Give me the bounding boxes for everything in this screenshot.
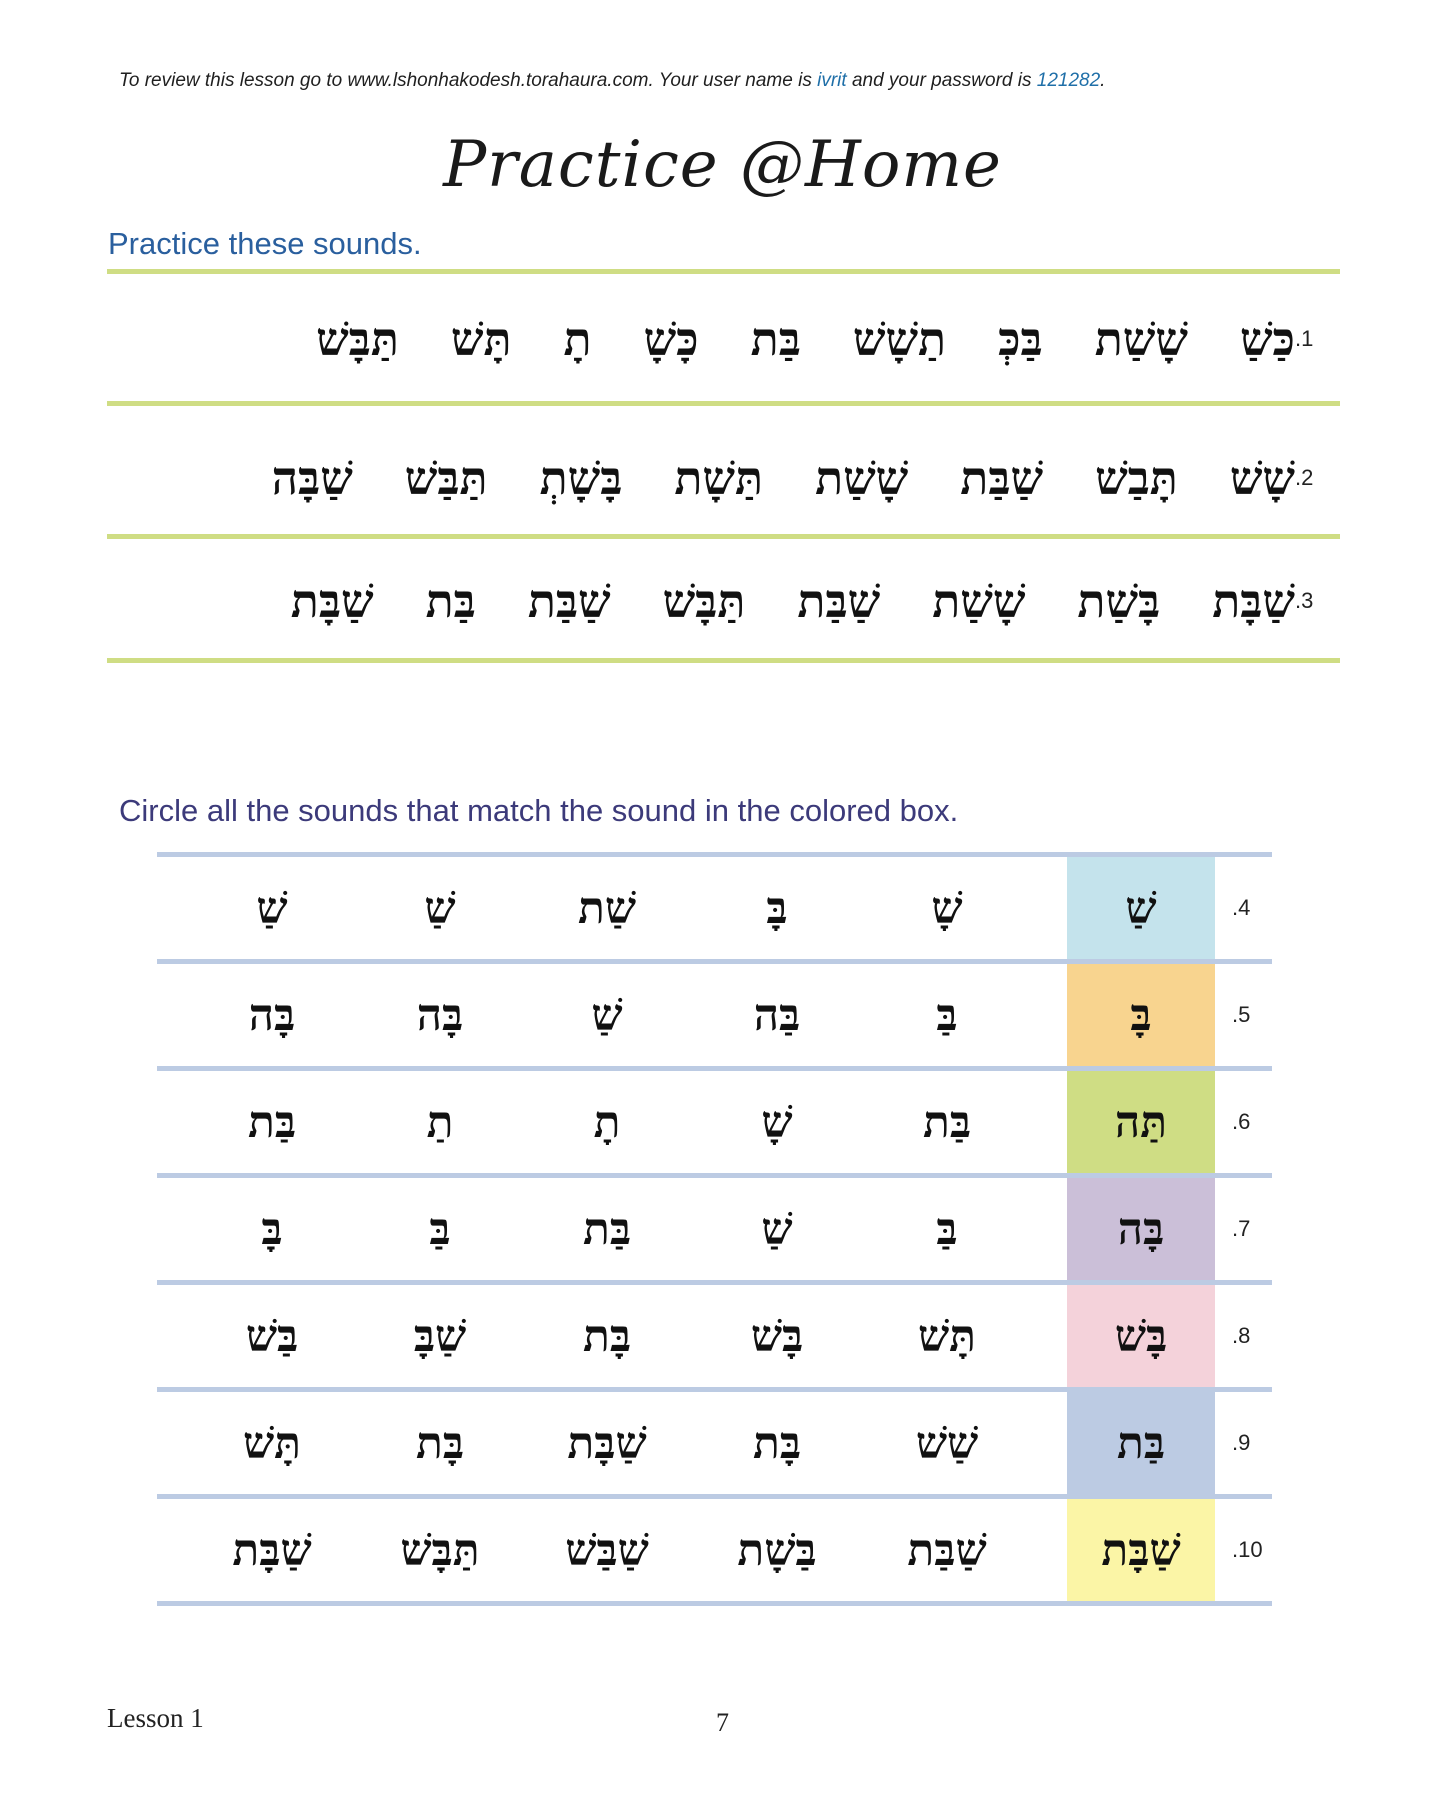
sound-option[interactable]: שַׁ — [591, 989, 623, 1041]
sound-option[interactable]: שַׁ — [424, 882, 456, 934]
practice-word: כַּשַׁ — [1239, 312, 1295, 366]
sound-option[interactable]: בָּת — [752, 1417, 802, 1469]
practice-word: תַּבָּשׁ — [662, 574, 746, 628]
divider — [107, 401, 1340, 406]
practice-word: כָּשָׁ — [643, 312, 699, 366]
row-number: .7 — [1232, 1216, 1251, 1241]
row-number: .5 — [1232, 1002, 1251, 1027]
sound-option[interactable]: תַ — [426, 1096, 454, 1148]
sound-option[interactable]: בָּה — [416, 989, 464, 1041]
sound-option[interactable]: בַּ — [936, 989, 958, 1041]
practice-word: תַּבַּשׁ — [404, 451, 488, 505]
sound-option[interactable]: שַׁבָּת — [567, 1417, 647, 1469]
practice-word: שָׁשַׁת — [1094, 312, 1188, 366]
sound-option[interactable]: בָּת — [582, 1310, 632, 1362]
practice-word: בַּת — [425, 574, 476, 628]
practice-word: בָּשָׁתְ — [539, 451, 623, 505]
practice-word: שָׁשַׁת — [815, 451, 909, 505]
target-sound-box: בַּת — [1067, 1392, 1215, 1494]
target-sound-box: שַׁ — [1067, 857, 1215, 959]
practice-word: שַׁבַּת — [960, 451, 1044, 505]
section1-heading: Practice these sounds. — [108, 226, 422, 261]
practice-row — [107, 428, 1340, 528]
row-number: .8 — [1232, 1323, 1251, 1348]
practice-word: בַּת — [750, 312, 801, 366]
row-number: .1 — [1295, 326, 1314, 351]
practice-word: תָּבַשׁ — [1095, 451, 1178, 505]
practice-word: שַׁבַּת — [797, 574, 881, 628]
practice-word: שַׁבַּת — [527, 574, 611, 628]
page-number: 7 — [716, 1708, 729, 1737]
lesson-review-note — [119, 70, 1105, 92]
practice-word: תָ — [563, 312, 592, 366]
sound-option[interactable]: שַׁ — [256, 882, 288, 934]
sound-option[interactable]: בַּ — [429, 1203, 451, 1255]
divider — [107, 269, 1340, 274]
practice-word: שַׁבָּת — [290, 574, 374, 628]
sound-option[interactable]: בַּת — [582, 1203, 632, 1255]
sound-option[interactable]: שַׁבַּת — [907, 1524, 987, 1576]
practice-word: שָׁשׁ — [1229, 451, 1295, 505]
divider — [107, 658, 1340, 663]
lesson-label: Lesson 1 — [107, 1703, 204, 1733]
sound-option[interactable]: תָ — [593, 1096, 621, 1148]
sound-option[interactable]: שַׁבָּ — [413, 1310, 467, 1362]
sound-option[interactable]: בָּה — [248, 989, 296, 1041]
password-value: 121282 — [1036, 70, 1101, 91]
practice-word: שָׁשַׁת — [932, 574, 1026, 628]
row-number: .9 — [1232, 1430, 1251, 1455]
practice-row — [107, 289, 1340, 389]
practice-word: שַׁבָּה — [271, 451, 353, 505]
row-number: .6 — [1232, 1109, 1251, 1134]
sound-option[interactable]: תָּשׁ — [918, 1310, 976, 1362]
row-number: .4 — [1232, 895, 1251, 920]
sound-option[interactable]: בָּ — [261, 1203, 283, 1255]
row-number: .10 — [1232, 1537, 1263, 1562]
row-number: .3 — [1295, 588, 1314, 613]
practice-word: בָּשַׁת — [1077, 574, 1161, 628]
sound-option[interactable]: בַּת — [922, 1096, 972, 1148]
sound-option[interactable]: בַּת — [247, 1096, 297, 1148]
practice-word: תַּבָּשׁ — [316, 312, 399, 366]
sound-option[interactable]: בַּ — [936, 1203, 958, 1255]
sound-option[interactable]: שַׁ — [761, 1203, 793, 1255]
note-prefix: To review this lesson go to www.lshonhakodesh.torahaura.com. Your user name is — [119, 70, 818, 91]
sound-option[interactable]: שַׁת — [578, 882, 636, 934]
target-sound-box: תַּה — [1067, 1071, 1215, 1173]
circle-row — [157, 857, 1272, 959]
page-title: Practice @Home — [443, 128, 1002, 202]
practice-word: תַּשָׁת — [674, 451, 764, 505]
sound-option[interactable]: תַּבָּשׁ — [400, 1524, 480, 1576]
circle-row — [157, 1499, 1272, 1601]
username-value: ivrit — [817, 70, 847, 91]
sound-option[interactable]: שָׁ — [931, 882, 963, 934]
practice-word: בַּכְּ — [998, 312, 1043, 366]
practice-row — [107, 551, 1340, 651]
sound-option[interactable]: בָּת — [415, 1417, 465, 1469]
target-sound-box: שַׁבָּת — [1067, 1499, 1215, 1601]
target-sound-box: בָּ — [1067, 964, 1215, 1066]
circle-row — [157, 964, 1272, 1066]
sound-option[interactable]: שַׁבָּת — [232, 1524, 312, 1576]
note-suffix: . — [1100, 70, 1106, 91]
note-middle: and your password is — [846, 70, 1037, 91]
sound-option[interactable]: בַּשָׁת — [737, 1524, 817, 1576]
divider — [107, 534, 1340, 539]
sound-option[interactable]: שַׁשׁ — [915, 1417, 979, 1469]
sound-option[interactable]: בָּשׁ — [750, 1310, 804, 1362]
sound-option[interactable]: שָׁ — [761, 1096, 793, 1148]
target-sound-box: בָּה — [1067, 1178, 1215, 1280]
circle-row — [157, 1071, 1272, 1173]
sound-option[interactable]: בַּשׁ — [245, 1310, 299, 1362]
target-sound-box: בָּשׁ — [1067, 1285, 1215, 1387]
sound-option[interactable]: שַׁבַּשׁ — [565, 1524, 649, 1576]
circle-row — [157, 1285, 1272, 1387]
circle-row — [157, 1392, 1272, 1494]
practice-word: שַׁבָּת — [1212, 574, 1295, 628]
divider — [157, 1601, 1272, 1606]
section2-heading: Circle all the sounds that match the sound in the colored box. — [119, 793, 959, 828]
sound-option[interactable]: בַּה — [753, 989, 801, 1041]
sound-option[interactable]: תָּשׁ — [243, 1417, 301, 1469]
circle-row — [157, 1178, 1272, 1280]
practice-word: תָּשׁ — [450, 312, 512, 366]
row-number: .2 — [1295, 465, 1314, 490]
sound-option[interactable]: בָּ — [766, 882, 788, 934]
practice-word: תַשָׁשׁ — [852, 312, 947, 366]
